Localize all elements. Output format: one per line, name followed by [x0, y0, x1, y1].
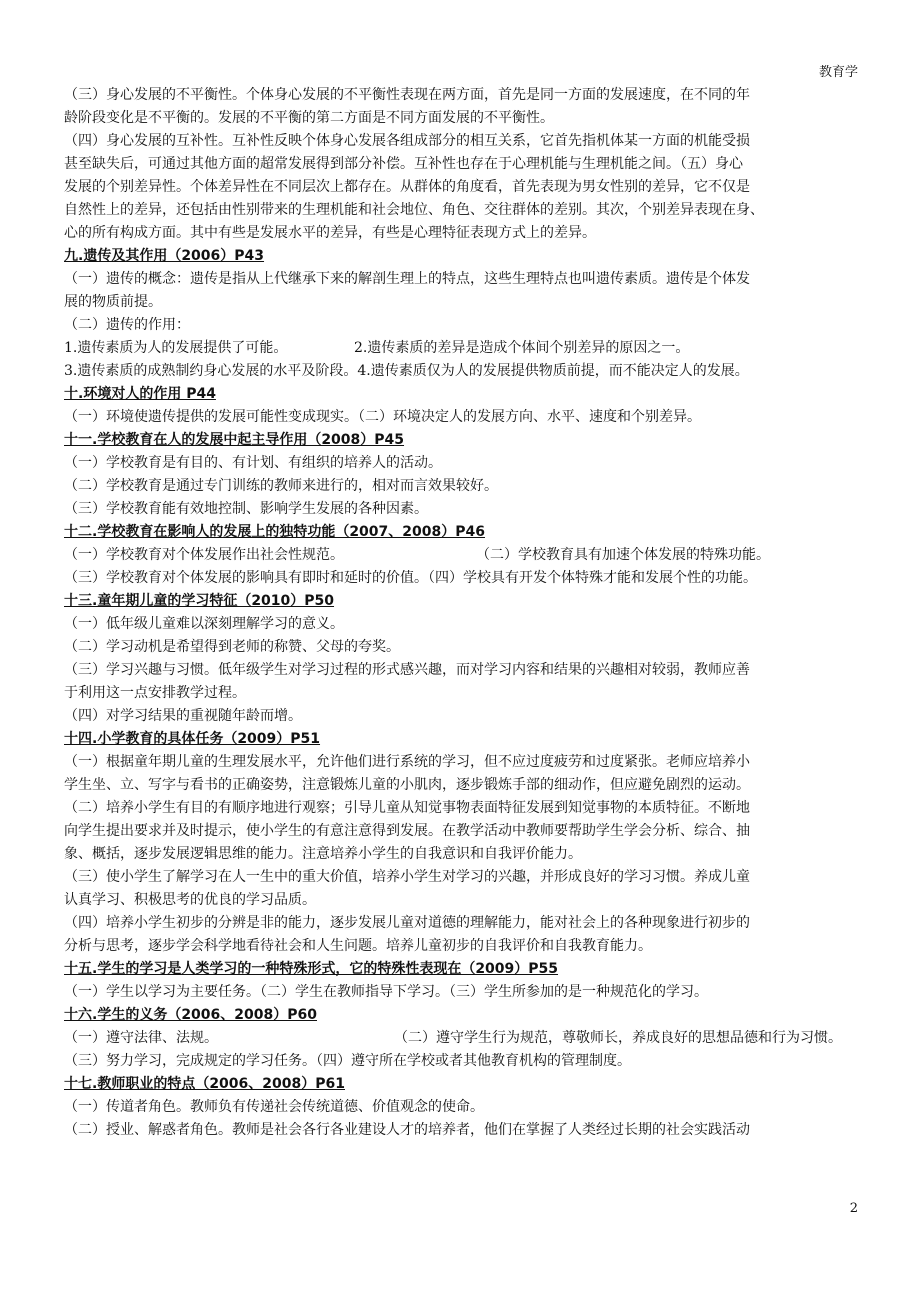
text-line: （一）遗传的概念：遗传是指从上代继承下来的解剖生理上的特点，这些生理特点也叫遗传素质。遗传是个体发	[64, 271, 750, 287]
text-cell: （一）遵守法律、法规。	[64, 1030, 218, 1046]
text-row	[64, 544, 860, 567]
text-line: 心的所有构成方面。其中有些是发展水平的差异，有些是心理特征表现方式上的差异。	[64, 225, 596, 241]
text-line: （一）低年级儿童难以深刻理解学习的意义。	[64, 616, 344, 632]
section-heading-17: 十七.教师职业的特点（2006、2008）P61	[64, 1076, 345, 1092]
text-line: 龄阶段变化是不平衡的。发展的不平衡的第二方面是不同方面发展的不平衡性。	[64, 110, 554, 126]
text-line: 于利用这一点安排教学过程。	[64, 685, 246, 701]
text-line: （二）遗传的作用：	[64, 317, 190, 333]
text-row	[64, 337, 860, 360]
section-heading-10: 十.环境对人的作用 P44	[64, 386, 216, 402]
text-line: （三）学校教育对个体发展的影响具有即时和延时的价值。（四）学校具有开发个体特殊才能和发展个性的功能。	[64, 570, 757, 586]
text-line: 发展的个别差异性。个体差异性在不同层次上都存在。从群体的角度看，首先表现为男女性别的差异，它不仅是	[64, 179, 750, 195]
section-heading-14: 十四.小学教育的具体任务（2009）P51	[64, 731, 321, 747]
section-heading-9: 九.遗传及其作用（2006）P43	[64, 248, 265, 264]
text-line: （三）学习兴趣与习惯。低年级学生对学习过程的形式感兴趣，而对学习内容和结果的兴趣相对较弱，教师应善	[64, 662, 750, 678]
text-line: 分析与思考，逐步学会科学地看待社会和人生问题。培养儿童初步的自我评价和自我教育能力。	[64, 938, 652, 954]
text-line: （一）环境使遗传提供的发展可能性变成现实。（二）环境决定人的发展方向、水平、速度和个别差异。	[64, 409, 701, 425]
text-line: （一）学校教育是有目的、有计划、有组织的培养人的活动。	[64, 455, 442, 471]
text-line: 3.遗传素质的成熟制约身心发展的水平及阶段。4.遗传素质仅为人的发展提供物质前提，而不能决定人的发展。	[64, 363, 749, 379]
text-line: 自然性上的差异，还包括由性别带来的生理机能和社会地位、角色、交往群体的差别。其次，个别差异表现在身、	[64, 202, 764, 218]
page-number: 2	[849, 1201, 858, 1216]
page-header-subject: 教育学	[818, 65, 858, 80]
text-line: 向学生提出要求并及时提示，使小学生的有意注意得到发展。在教学活动中教师要帮助学生学会分析、综合、抽	[64, 823, 750, 839]
text-cell: （一）学校教育对个体发展作出社会性规范。	[64, 547, 344, 563]
text-line: （三）学校教育能有效地控制、影响学生发展的各种因素。	[64, 501, 428, 517]
text-line: （一）根据童年期儿童的生理发展水平，允许他们进行系统的学习，但不应过度疲劳和过度紧张。老师应培养小	[64, 754, 750, 770]
text-line: （三）努力学习，完成规定的学习任务。（四）遵守所在学校或者其他教育机构的管理制度。	[64, 1053, 631, 1069]
text-line: 学生坐、立、写字与看书的正确姿势，注意锻炼儿童的小肌肉，逐步锻炼手部的细动作，但应避免剧烈的运动。	[64, 777, 750, 793]
text-line: （一）传道者角色。教师负有传递社会传统道德、价值观念的使命。	[64, 1099, 484, 1115]
text-line: 甚至缺失后，可通过其他方面的超常发展得到部分补偿。互补性也存在于心理机能与生理机能之间。（五）身心	[64, 156, 743, 172]
text-line: （二）学校教育是通过专门训练的教师来进行的，相对而言效果较好。	[64, 478, 498, 494]
text-line: （一）学生以学习为主要任务。（二）学生在教师指导下学习。（三）学生所参加的是一种规范化的学习。	[64, 984, 708, 1000]
text-cell: （二）学校教育具有加速个体发展的特殊功能。	[476, 547, 770, 563]
text-line: 象、概括，逐步发展逻辑思维的能力。注意培养小学生的自我意识和自我评价能力。	[64, 846, 582, 862]
section-heading-15: 十五.学生的学习是人类学习的一种特殊形式，它的特殊性表现在（2009）P55	[64, 961, 559, 977]
text-line: （四）培养小学生初步的分辨是非的能力，逐步发展儿童对道德的理解能力，能对社会上的各种现象进行初步的	[64, 915, 750, 931]
text-line: （四）对学习结果的重视随年龄而增。	[64, 708, 302, 724]
text-line: （三）使小学生了解学习在人一生中的重大价值，培养小学生对学习的兴趣，并形成良好的学习习惯。养成儿童	[64, 869, 750, 885]
text-line: （二）学习动机是希望得到老师的称赞、父母的夸奖。	[64, 639, 400, 655]
text-line: 认真学习、积极思考的优良的学习品质。	[64, 892, 316, 908]
section-heading-13: 十三.童年期儿童的学习特征（2010）P50	[64, 593, 335, 609]
section-heading-12: 十二.学校教育在影响人的发展上的独特功能（2007、2008）P46	[64, 524, 485, 540]
text-line: （三）身心发展的不平衡性。个体身心发展的不平衡性表现在两方面，首先是同一方面的发展速度，在不同的年	[64, 87, 750, 103]
text-line: （二）培养小学生有目的有顺序地进行观察；引导儿童从知觉事物表面特征发展到知觉事物的本质特征。不断地	[64, 800, 750, 816]
text-cell: （二）遵守学生行为规范，尊敬师长，养成良好的思想品德和行为习惯。	[394, 1030, 842, 1046]
section-heading-11: 十一.学校教育在人的发展中起主导作用（2008）P45	[64, 432, 405, 448]
text-line: （二）授业、解惑者角色。教师是社会各行各业建设人才的培养者，他们在掌握了人类经过长期的社会实践活动	[64, 1122, 750, 1138]
text-cell: 2.遗传素质的差异是造成个体间个别差异的原因之一。	[354, 340, 690, 356]
page-content	[64, 84, 860, 1142]
section-heading-16: 十六.学生的义务（2006、2008）P60	[64, 1007, 317, 1023]
text-line: 展的物质前提。	[64, 294, 162, 310]
text-row	[64, 1027, 860, 1050]
text-line: （四）身心发展的互补性。互补性反映个体身心发展各组成部分的相互关系，它首先指机体某一方面的机能受损	[64, 133, 750, 149]
text-cell: 1.遗传素质为人的发展提供了可能。	[64, 340, 288, 356]
